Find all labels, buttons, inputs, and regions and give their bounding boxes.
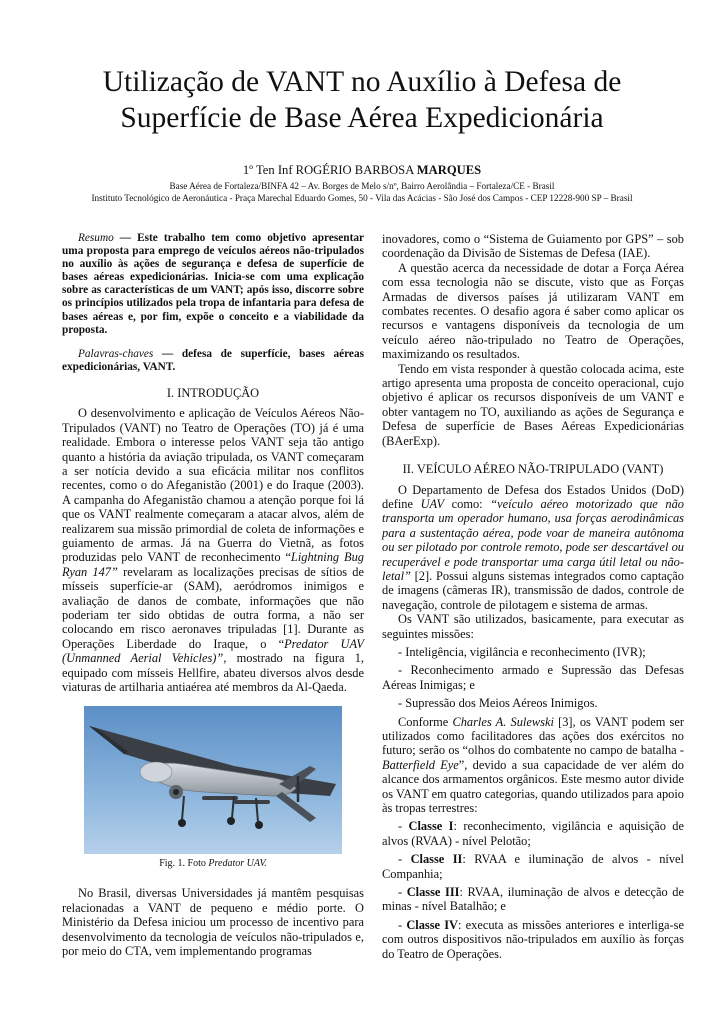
dod-part-c: [2]. Possui alguns sistemas integrados como captação de imagens (câmeras IR), transmissão de dados, controle de navegação, controle de pilotagem e sistema de armas. — [382, 568, 684, 612]
continuation-paragraph: inovadores, como o “Sistema de Guiamento por GPS” – sob coordenação da Divisão de Sistemas de Defesa (IAE). — [382, 232, 684, 261]
class-item-4: - Classe IV: executa as missões anteriores e interliga-se com outros dispositivos não-tripulados em auxílio às forças do Teatro de Operações. — [382, 917, 684, 961]
mission-item-2: - Reconhecimento armado e Supressão das Defesas Aéreas Inimigas; e — [382, 663, 684, 692]
right-column — [382, 232, 684, 961]
dod-part-a: O Departamento de Defesa dos Estados Unidos (DoD) define — [382, 482, 684, 511]
figure-1 — [62, 706, 364, 870]
conf-author-name: Charles A. Sulewski — [452, 714, 554, 729]
class-1-text: : reconhecimento, vigilância e aquisição de alvos (RVAA) - nível Pelotão; — [382, 819, 684, 848]
author-prefix: 1º Ten Inf ROGÉRIO BARBOSA — [242, 163, 417, 177]
class-item-3: - Classe III: RVAA, iluminação de alvos e detecção de minas - nível Batalhão; e — [382, 885, 684, 914]
dod-quote: “veículo aéreo motorizado que não transporta um operador humano, usa forças aerodinâmicas para a sustentação aérea, pode voar de maneira autônoma ou ser pilotado por controle remoto, pode ser descartável ou recuperável e pode transportar uma carga útil letal ou não-letal” — [382, 496, 684, 583]
title-line-2: Superfície de Base Aérea Expedicionária — [120, 102, 604, 134]
dod-uav: UAV — [420, 496, 445, 511]
paragraph-questao: A questão acerca da necessidade de dotar a Força Aérea com essa tecnologia não se discute, visto que as Forças Armadas de diversos países já utilizaram VANT em combates recentes. O desafio agora é saber como aplicar os recursos e vantagens disponíveis da tecnologia de um veículo aéreo não-tripulado no Teatro de Operações, maximizando os resultados. — [382, 260, 684, 362]
class-2-label: Classe II — [410, 852, 463, 867]
keywords-text: — defesa de superfície, bases aéreas expedicionárias, VANT. — [62, 347, 364, 373]
abstract-label: Resumo — [78, 232, 114, 244]
intro-p1-part-c: , mostrado na figura 1, equipado com mísseis Hellfire, abateu diversos alvos desde viaturas de artilharia antiaérea até membros da Al-Qaeda. — [62, 651, 364, 695]
predator-uav-photo — [84, 706, 342, 854]
class-3-label: Classe III — [406, 885, 460, 900]
paragraph-dod-definition — [382, 483, 684, 613]
affiliation-2: Instituto Tecnológico de Aeronáutica - Praça Marechal Eduardo Gomes, 50 - Vila das Acácias - São José dos Campos - CEP 12228-900 SP – Brasil — [91, 193, 633, 203]
intro-paragraph-2: No Brasil, diversas Universidades já mantêm pesquisas relacionadas a VANT de pequeno e médio porte. O Ministério da Defesa iniciou um processo de incentivo para desenvolvimento da tecnologia de veículos não-tripulados e, por meio do CTA, vem implementando programas — [62, 886, 364, 959]
lightning-bug-ryan: Lightning Bug Ryan 147” — [62, 550, 364, 579]
intro-p1-part-a: O desenvolvimento e aplicação de Veículos Aéreos Não-Tripulados (VANT) no Teatro de Operações (TO) já é uma realidade. Embora o interesse pelos VANT seja tão antigo quanto a história da aviação tripulada, os VANT começaram a ser notícia devido a sua eficácia militar nos conflitos recentes, como o do Afeganistão (2001) e do Iraque (2003). A campanha do Afeganistão chamou a atenção porque foi lá que os VANT realmente começaram a atacar alvos, além de realizarem sua missão primordial de coleta de informações e guiamento de armas. Já na Guerra do Vietnã, as fotos produzidas pelo VANT de reconhecimento “ — [62, 406, 364, 565]
class-4-label: Classe IV — [406, 917, 458, 932]
abstract — [62, 232, 364, 337]
paper-title — [40, 64, 684, 136]
section-heading-introducao: I. INTRODUÇÃO — [166, 385, 260, 400]
conf-battlefield-eye: Batterfield Eye — [382, 757, 459, 772]
class-item-2: - Classe II: RVAA e iluminação de alvos - nível Companhia; — [382, 852, 684, 881]
keywords — [62, 348, 364, 374]
conf-part-c: ”, devido a sua capacidade de ver além do alcance dos armamentos orgânicos. Este mesmo autor divide os VANT em quatro categorias, quando utilizados para apoio às tropas terrestres: — [382, 757, 684, 816]
caption-italic: Predator UAV. — [208, 858, 267, 870]
paragraph-proposta: Tendo em vista responder à questão colocada acima, este artigo apresenta uma proposta de conceito operacional, cujo objetivo é aplicar os recursos disponíveis de um VANT e obter vantagem no TO, auxiliando as ações de Segurança e Defesa de superfície de Bases Aéreas Expedicionárias (BAerExp). — [382, 361, 684, 448]
mission-item-1: - Inteligência, vigilância e reconhecimento (IVR); — [398, 644, 646, 659]
paragraph-sulewski — [382, 715, 684, 816]
predator-uav-name: Predator UAV (Unmanned Aerial Vehicles)” — [62, 636, 364, 666]
class-3-text: : RVAA, iluminação de alvos e detecção de minas - nível Batalhão; e — [382, 885, 684, 914]
dod-part-b: como: — [444, 496, 491, 511]
class-item-1: - Classe I: reconhecimento, vigilância e aquisição de alvos (RVAA) - nível Pelotão; — [382, 819, 684, 848]
caption-prefix: Fig. 1. Foto — [159, 858, 209, 870]
abstract-text: — Este trabalho tem como objetivo apresentar uma proposta para emprego de veículos aéreos não-tripulados no auxílio às ações de segurança e defesa de superfície de bases aéreas expedicionárias. Inicia-se com uma explicação sobre as características de um VANT; após isso, discorre sobre os princípios utilizados pela tropa de infantaria para defesa de bases aéreas e, por fim, expõe o conceito e a viabilidade da proposta. — [62, 232, 364, 336]
class-1-label: Classe I — [408, 819, 454, 834]
class-2-text: : RVAA e iluminação de alvos - nível Companhia; — [382, 852, 684, 881]
author-line — [40, 162, 684, 178]
conf-part-a: Conforme — [398, 714, 453, 729]
section-heading-vant: II. VEÍCULO AÉREO NÃO-TRIPULADO (VANT) — [402, 462, 664, 477]
conf-part-b: [3], os VANT podem ser utilizados como facilitadores das ações dos exércitos no futuro; serão os “olhos do combatente no campo de batalha - — [382, 714, 685, 758]
left-column — [62, 232, 364, 959]
keywords-label: Palavras-chaves — [78, 347, 154, 360]
author-surname: MARQUES — [416, 163, 482, 177]
paragraph-missions-intro: Os VANT são utilizados, basicamente, para executar as seguintes missões: — [382, 612, 684, 641]
affiliation-1: Base Aérea de Fortaleza/BINFA 42 – Av. Borges de Melo s/nº, Bairro Aerolândia – Fortaleza/CE - Brasil — [169, 181, 555, 191]
class-4-text: : executa as missões anteriores e interliga-se com outros dispositivos não-tripulados em auxílio às forças do Teatro de Operações. — [382, 917, 684, 961]
figure-1-caption — [62, 857, 364, 870]
intro-paragraph-1 — [62, 406, 364, 694]
intro-p1-part-b: revelaram as localizações precisas de sítios de mísseis superfície-ar (SAM), aeródromos inimigos e avaliação de danos de combate, informações que não poderiam ter sido obtidas de outra forma, a não ser colocando em risco aeronaves tripuladas [1]. Durante as Operações Liberdade do Iraque, o “ — [62, 564, 364, 651]
title-line-1: Utilização de VANT no Auxílio à Defesa de — [102, 66, 622, 98]
mission-item-3: - Supressão dos Meios Aéreos Inimigos. — [398, 696, 598, 711]
